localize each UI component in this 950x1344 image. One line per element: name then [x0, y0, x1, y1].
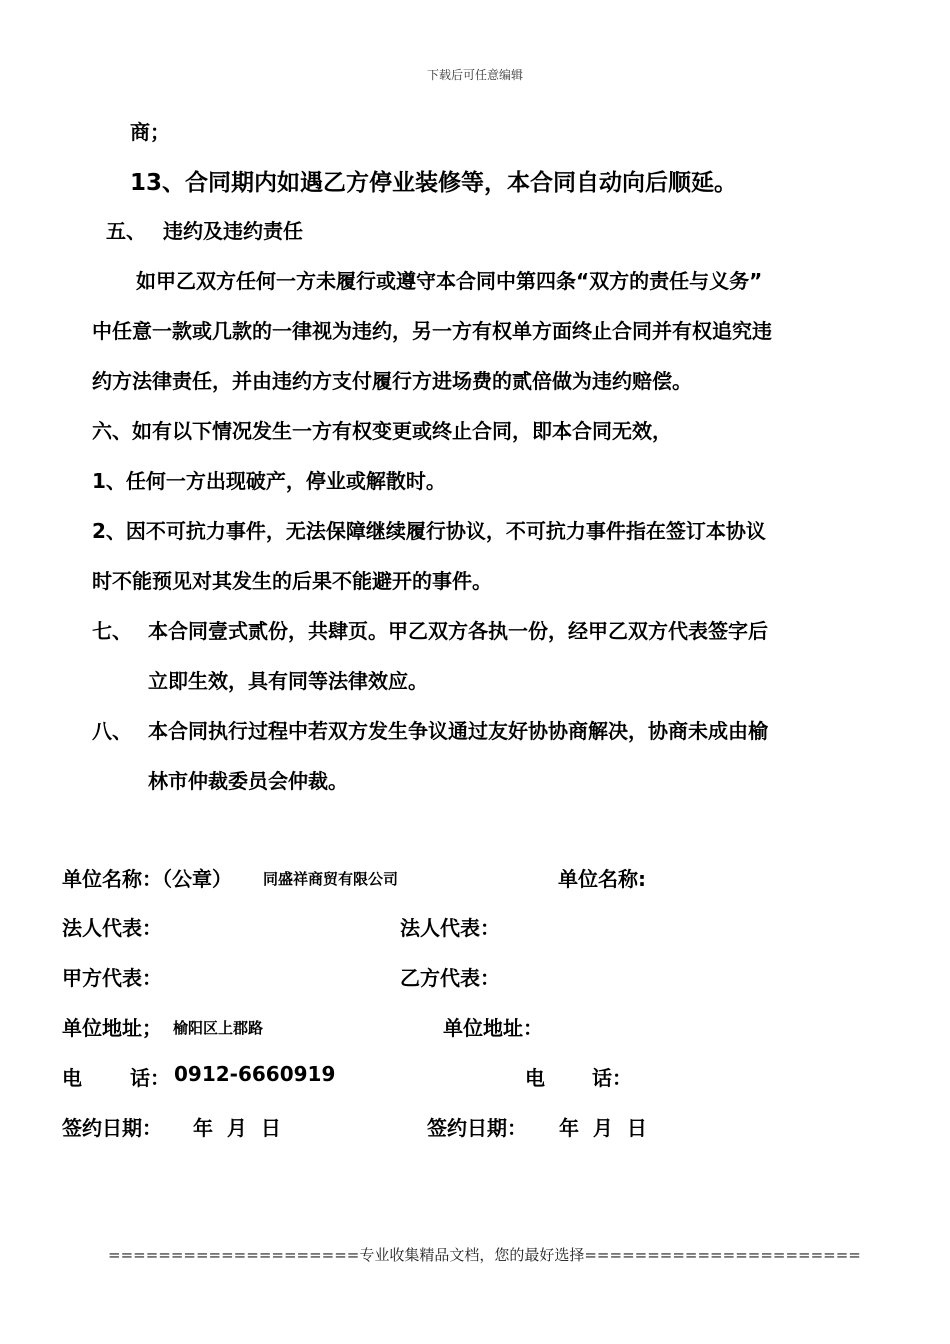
text-line-continuation: 商； [130, 120, 170, 144]
section-6-item-1: 1、任何一方出现破产，停业或解散时。 [92, 469, 446, 493]
party-a-date-value: 年 月 日 [193, 1116, 281, 1140]
section-5-paragraph-line-3: 约方法律责任，并由违约方支付履行方进场费的贰倍做为违约赔偿。 [92, 369, 692, 393]
section-5-paragraph-line-1: 如甲乙双方任何一方未履行或遵守本合同中第四条“双方的责任与义务” [136, 269, 763, 293]
party-b-phone-label-char-2: 话： [592, 1066, 632, 1090]
section-8-line-1: 本合同执行过程中若双方发生争议通过友好协协商解决，协商未成由榆 [148, 719, 768, 743]
party-b-date-value: 年 月 日 [559, 1116, 647, 1140]
section-8-number: 八、 [92, 719, 132, 743]
party-a-phone-label-char-1: 电 [62, 1066, 82, 1090]
page-header-note: 下载后可任意编辑 [426, 68, 523, 82]
party-b-phone-label-char-1: 电 [525, 1066, 545, 1090]
clause-13: 13、合同期内如遇乙方停业装修等，本合同自动向后顺延。 [130, 170, 738, 196]
party-a-phone-label-char-2: 话： [130, 1066, 170, 1090]
party-b-address-label: 单位地址： [443, 1016, 543, 1040]
section-6: 六、如有以下情况发生一方有权变更或终止合同，即本合同无效， [92, 419, 672, 443]
section-5-number: 五、 [106, 219, 146, 243]
section-6-item-2-line-1: 2、因不可抗力事件，无法保障继续履行协议，不可抗力事件指在签订本协议 [92, 519, 766, 543]
party-a-phone-value: 0912-6660919 [174, 1062, 336, 1086]
section-7-line-2: 立即生效，具有同等法律效应。 [148, 669, 428, 693]
party-b-rep-label: 乙方代表： [400, 966, 500, 990]
section-7-number: 七、 [92, 619, 132, 643]
section-6-item-2-line-2: 时不能预见对其发生的后果不能避开的事件。 [92, 569, 492, 593]
section-8-line-2: 林市仲裁委员会仲裁。 [148, 769, 348, 793]
section-5-paragraph-line-2: 中任意一款或几款的一律视为违约，另一方有权单方面终止合同并有权追究违 [92, 319, 772, 343]
party-a-legal-rep-label: 法人代表： [62, 916, 162, 940]
party-a-address-label: 单位地址； [62, 1016, 162, 1040]
party-b-legal-rep-label: 法人代表： [400, 916, 500, 940]
party-a-date-label: 签约日期： [62, 1116, 162, 1140]
section-5-title: 违约及违约责任 [163, 219, 303, 243]
section-7-line-1: 本合同壹式贰份，共肆页。甲乙双方各执一份，经甲乙双方代表签字后 [148, 619, 768, 643]
party-a-rep-label: 甲方代表： [62, 966, 162, 990]
party-a-address-value: 榆阳区上郡路 [173, 1019, 264, 1037]
party-a-unit-label: 单位名称：（公章） [62, 867, 232, 891]
party-a-unit-name: 同盛祥商贸有限公司 [263, 870, 399, 888]
party-b-date-label: 签约日期： [427, 1116, 527, 1140]
page-footer: ====================专业收集精品文档，您的最好选择====================== [108, 1246, 861, 1264]
party-b-unit-label: 单位名称: [558, 867, 646, 891]
